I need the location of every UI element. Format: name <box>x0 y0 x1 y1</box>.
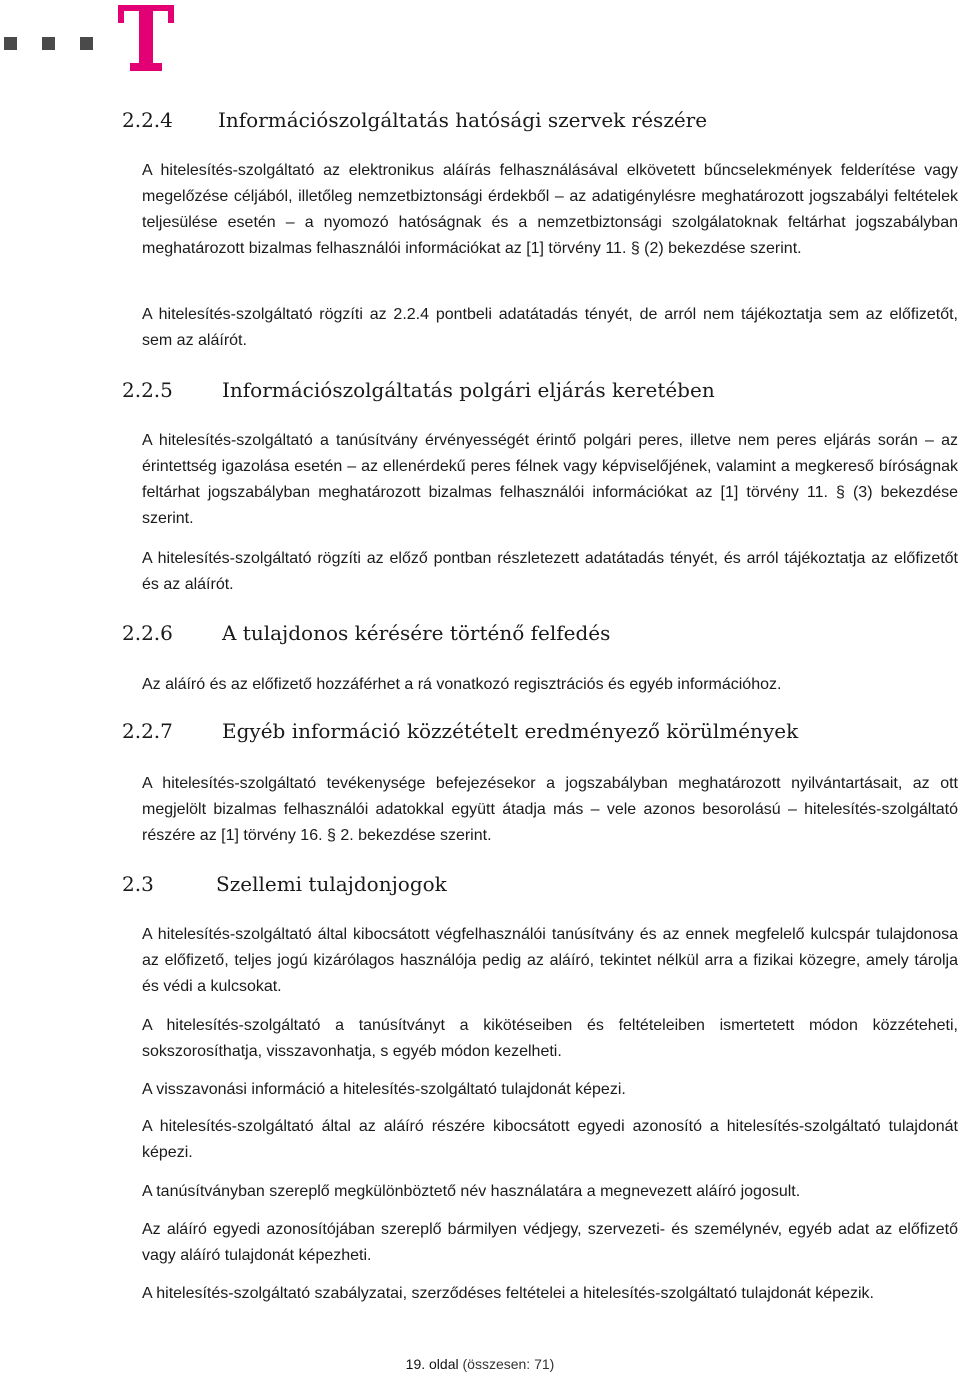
paragraph: A hitelesítés-szolgáltató által kibocsátott végfelhasználói tanúsítvány és az ennek megfelelő kulcspár tulajdonosa az előfizető, teljes jogú kizárólagos használója pedig az aláíró, tekintet nélkül arra a fizikai közegre, amely tárolja és védi a kulcsokat. <box>142 926 958 995</box>
paragraph: A hitelesítés-szolgáltató a tanúsítvány érvényességét érintő polgári peres, illetve nem peres eljárás során – az érintettség igazolása esetén – az ellenérdekű peres félnek vagy képviselőjének, valamint a megkereső bíróságnak feltárhat jogszabályban meghatározott bizalmas felhasználói információkat az [1] törvény 11. § (3) bekezdése szerint. <box>142 432 958 527</box>
paragraph: Az aláíró egyedi azonosítójában szereplő bármilyen védjegy, szervezeti- és személynév, egyéb adat az előfizető vagy aláíró tulajdonát képezheti. <box>142 1221 958 1264</box>
section-title: Szellemi tulajdonjogok <box>216 872 447 896</box>
telekom-logo <box>0 0 180 80</box>
section-title: Egyéb információ közzétételt eredményező körülmények <box>222 719 799 743</box>
section-number: 2.2.7 <box>122 719 173 743</box>
paragraph: A hitelesítés-szolgáltató rögzíti az 2.2.4 pontbeli adatátadás tényét, de arról nem tájékoztatja sem az előfizetőt, sem az aláírót. <box>142 306 958 349</box>
logo-square <box>4 37 17 50</box>
section-number: 2.2.6 <box>122 621 173 645</box>
paragraph: A hitelesítés-szolgáltató szabályzatai, szerződéses feltételei a hitelesítés-szolgáltató tulajdonát képezik. <box>142 1285 874 1302</box>
section-number: 2.2.5 <box>122 378 173 402</box>
telekom-t-icon <box>118 5 174 71</box>
paragraph: A hitelesítés-szolgáltató a tanúsítványt a kikötéseiben és feltételeiben ismertetett módon közzéteheti, sokszorosíthatja, visszavonhatja, s egyéb módon kezelheti. <box>142 1017 958 1060</box>
section-number: 2.2.4 <box>122 108 173 132</box>
page-total: (összesen: 71) <box>462 1356 555 1372</box>
logo-square <box>80 37 93 50</box>
paragraph: A hitelesítés-szolgáltató rögzíti az előző pontban részletezett adatátadás tényét, és arról tájékoztatja az előfizetőt és az aláírót. <box>142 550 958 593</box>
page-number: 19. oldal <box>405 1356 459 1372</box>
paragraph: Az aláíró és az előfizető hozzáférhet a rá vonatkozó regisztrációs és egyéb információhoz. <box>142 676 782 693</box>
logo-square <box>42 37 55 50</box>
section-title: Információszolgáltatás hatósági szervek részére <box>218 108 708 132</box>
paragraph: A hitelesítés-szolgáltató által az aláíró részére kibocsátott egyedi azonosító a hitelesítés-szolgáltató tulajdonát képezi. <box>142 1118 958 1161</box>
section-title: A tulajdonos kérésére történő felfedés <box>222 621 611 645</box>
paragraph: A hitelesítés-szolgáltató tevékenysége befejezésekor a jogszabályban meghatározott nyilvántartásait, az ott megjelölt bizalmas felhasználói adatokkal együtt átadja más – vele azonos besorolású – hitelesítés-szolgáltató részére az [1] törvény 16. § 2. bekezdése szerint. <box>142 775 958 844</box>
section-number: 2.3 <box>122 872 154 896</box>
section-title: Információszolgáltatás polgári eljárás keretében <box>222 378 715 402</box>
paragraph: A visszavonási információ a hitelesítés-szolgáltató tulajdonát képezi. <box>142 1081 626 1098</box>
page-footer <box>0 1354 960 1374</box>
paragraph: A hitelesítés-szolgáltató az elektronikus aláírás felhasználásával elkövetett bűncselekmények felderítése vagy megelőzése céljából, illetőleg nemzetbiztonsági érdekből – az adatigénylésre meghatározott jogszabályi feltételek teljesülése esetén – a nyomozó hatóságnak és a nemzetbiztonsági szolgálatoknak feltárhat jogszabályban meghatározott bizalmas felhasználói információkat az [1] törvény 11. § (2) bekezdése szerint. <box>142 162 958 257</box>
paragraph: A tanúsítványban szereplő megkülönböztető név használatára a megnevezett aláíró jogosult. <box>142 1183 801 1200</box>
